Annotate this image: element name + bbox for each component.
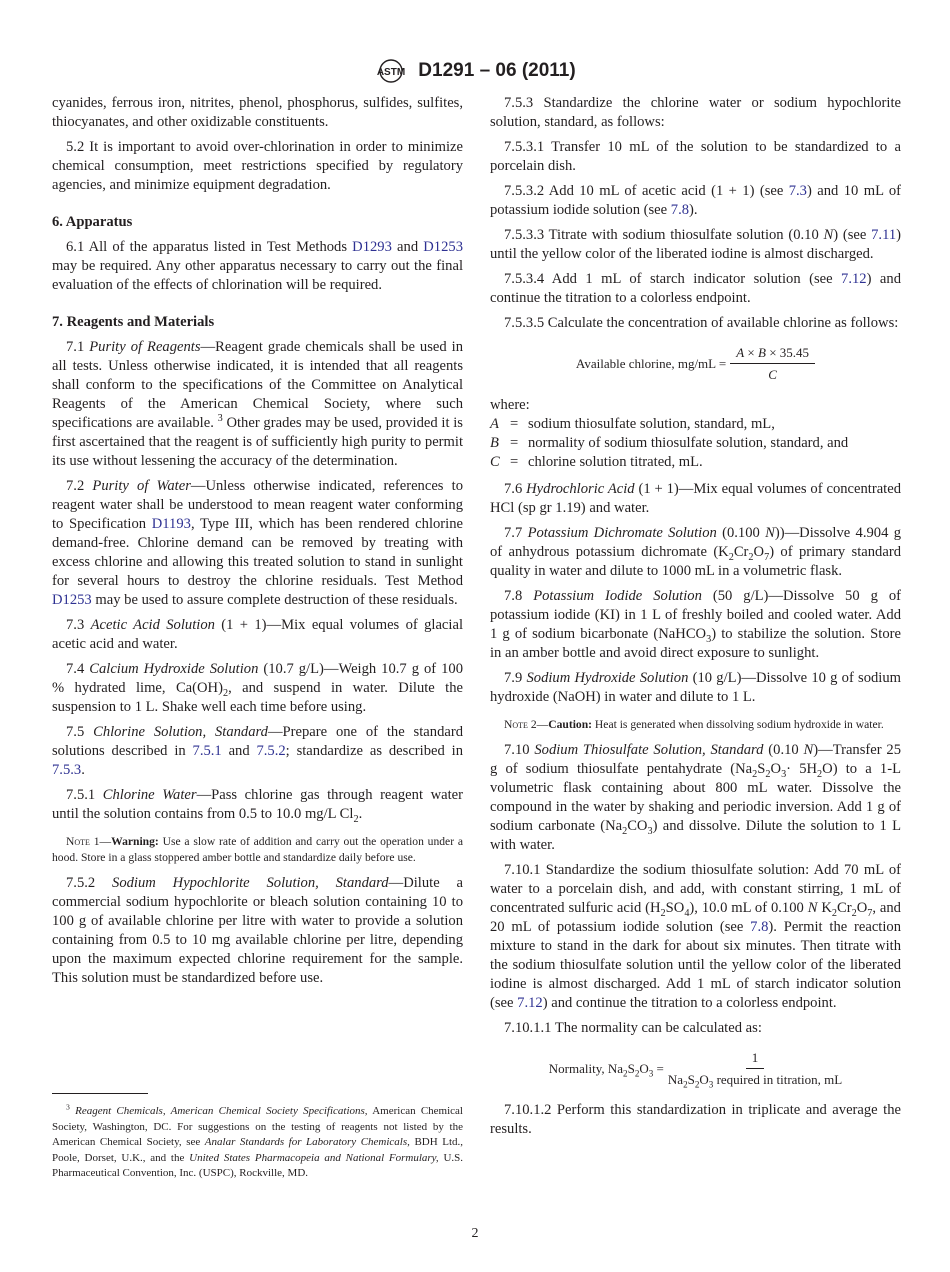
text-run: —Unless otherwise indicated, references to reagent water shall be understood to mean reagent water conforming to Specification — [52, 478, 463, 532]
text-run: ) until the yellow color of the liberated iodine is almost discharged. — [490, 227, 901, 262]
equation-lhs — [576, 354, 726, 373]
cross-reference-link[interactable]: 7.5.1 — [192, 743, 222, 759]
text-run: · 5H — [786, 761, 818, 777]
text-run: 7.9 — [504, 670, 527, 686]
text-run: 1 — [751, 1050, 759, 1065]
numerator — [746, 1048, 765, 1069]
paragraph — [52, 238, 463, 295]
text-run: 7 — [764, 551, 770, 563]
text-run: 7.3 — [66, 617, 91, 633]
text-run: 7.5.3.5 Calculate the concentration of available chlorine as follows: — [504, 315, 899, 331]
paragraph — [490, 861, 901, 1013]
variable-row — [490, 453, 901, 472]
variable-definitions — [490, 396, 901, 472]
text-run: (10.7 g/L)—Weigh 10.7 g of 100 % hydrated lime, Ca(OH) — [52, 661, 464, 696]
text-run: (50 g/L)—Dissolve 50 g of potassium iodide (KI) in 1 L of freshly boiled and cooled water. Add 1 g of sodium bicarbonate (NaHCO — [490, 588, 902, 642]
text-run: N — [765, 525, 775, 541]
cross-reference-link[interactable]: 7.8 — [750, 919, 769, 935]
paragraph — [52, 94, 463, 132]
text-run: 3 — [708, 1079, 714, 1090]
text-run: ), 10.0 mL of 0.100 — [689, 900, 808, 916]
text-run: Available chlorine, mg/mL = — [575, 356, 727, 371]
text-run: —Dilute a commercial sodium hypochlorite or bleach solution containing 10 to 100 g of available chlorine per litre with water to provide a solution containing from 0.5 to 10 mg available chlorine per litre, depending upon the maximum expected chlorine requirement for the sample. This solution must be standardized before use. — [52, 875, 463, 986]
text-run: BDH Ltd., Poole, Dorset, U.K., and the — [52, 1136, 463, 1164]
text-run: 3 — [648, 1068, 654, 1079]
text-run: = — [653, 1061, 664, 1076]
text-run: 7.5 — [66, 724, 94, 740]
text-run: (0.10 — [763, 742, 804, 758]
cross-reference-link[interactable]: D1193 — [151, 516, 191, 532]
variable-eq: = — [510, 435, 519, 451]
text-run: may be used to assure complete destruction of these residuals. — [91, 592, 458, 608]
text-run: United States Pharmacopeia and National Formulary, — [189, 1151, 439, 1164]
text-run: Na — [667, 1072, 684, 1087]
text-run: 7.4 — [66, 661, 90, 677]
text-run: 6. Apparatus — [52, 214, 133, 230]
text-run: Normality, Na — [548, 1061, 624, 1076]
text-run: 2 — [353, 813, 359, 825]
text-run: Sodium Hydroxide Solution — [526, 670, 689, 686]
text-run: 7.5.3.2 Add 10 mL of acetic acid (1 + 1) (see — [504, 183, 789, 199]
text-run: O — [639, 1061, 649, 1076]
paragraph — [490, 669, 901, 707]
text-run: 2 — [634, 1068, 640, 1079]
variable-sym: B — [490, 435, 499, 451]
page-header — [0, 58, 950, 84]
text-run: . — [81, 762, 85, 778]
text-run: 2 — [728, 551, 734, 563]
text-run: U.S. Pharmaceutical Convention, Inc. (USPC), Rockville, MD. — [52, 1151, 464, 1180]
footnote-marker: 3 — [217, 413, 223, 425]
footnote-area — [52, 1093, 463, 1182]
text-run: 2 — [222, 687, 229, 699]
text-run: 2 — [831, 907, 837, 919]
text-run: Analar Standards for Laboratory Chemicals, — [204, 1136, 410, 1149]
paragraph — [490, 741, 901, 855]
text-run: 7.5.3.3 Titrate with sodium thiosulfate solution (0.10 — [504, 227, 824, 243]
paragraph — [52, 138, 463, 195]
text-run: N — [803, 742, 814, 758]
svg-text:ASTM: ASTM — [377, 67, 406, 78]
text-run: O — [753, 544, 765, 560]
text-run: Reagent Chemicals, American Chemical Society Specifications, — [69, 1105, 368, 1117]
variable-row — [490, 434, 901, 453]
equation — [490, 343, 901, 384]
text-run: B — [758, 345, 766, 360]
text-run: ). — [689, 202, 698, 218]
variable-row — [490, 415, 901, 434]
note-paragraph — [490, 717, 901, 733]
text-run: ))—Dissolve 4.904 g of anhydrous potassium dichromate (K — [490, 525, 901, 560]
footnote-marker: 3 — [66, 1102, 70, 1112]
text-run: ) to stabilize the solution. Store in an amber bottle and avoid direct exposure to sunlight. — [490, 626, 901, 661]
text-run: 7.10.1.1 The normality can be calculated as: — [504, 1020, 762, 1036]
text-run: 7.10.1 Standardize the sodium thiosulfate solution: Add 70 mL of water to a porcelain dish, and add, with constant stirring, 1 mL of concentrated sulfuric acid (H — [490, 862, 901, 916]
text-run: (10 g/L)—Dissolve 10 g of sodium hydroxide (NaOH) in water and dilute to 1 L. — [490, 670, 902, 705]
numerator — [730, 343, 815, 364]
fraction — [668, 1048, 842, 1089]
variable-def: chlorine solution titrated, mL. — [528, 454, 703, 470]
text-run: —Reagent grade chemicals shall be used in all tests. Unless otherwise indicated, it is intended that all reagents shall conform to the specifications of the Committee on Analytical Reagents of the American Chemical Society, where such specifications are available. — [52, 339, 464, 431]
variable-eq: = — [510, 416, 519, 432]
where-label: where: — [490, 397, 530, 413]
section-heading — [52, 313, 463, 332]
denominator — [668, 1069, 842, 1089]
cross-reference-link[interactable]: D1253 — [52, 592, 92, 608]
text-run: Other grades may be used, provided it is first ascertained that the reagent is of sufficiently high purity to permit its use without lessening the accuracy of the determination. — [52, 415, 463, 469]
text-run: Purity of Reagents — [89, 339, 201, 355]
text-run: 3 — [706, 633, 712, 645]
variable-sym: A — [490, 416, 499, 432]
text-run: Cr — [733, 544, 749, 560]
cross-reference-link[interactable]: 7.12 — [841, 271, 867, 287]
text-run: Calcium Hydroxide Solution — [89, 661, 259, 677]
text-run: S — [627, 1061, 635, 1076]
variable-sym: C — [490, 454, 500, 470]
text-run: may be required. Any other apparatus necessary to carry out the final evaluation of the effects of chlorination will be required. — [52, 258, 463, 293]
text-run: C — [768, 367, 777, 382]
text-run: (1 + 1)—Mix equal volumes of concentrated HCl (sp gr 1.19) and water. — [490, 481, 902, 516]
text-run: Sodium Hypochlorite Solution, Standard — [112, 875, 389, 891]
text-run: Warning: — [111, 835, 159, 848]
astm-logo-icon — [374, 58, 408, 84]
text-run: ) and continue the titration to a colorless endpoint. — [542, 995, 837, 1011]
equation — [490, 1048, 901, 1089]
variable-def: normality of sodium thiosulfate solution, standard, and — [528, 435, 849, 451]
text-run: Purity of Water — [92, 478, 191, 494]
text-run: S — [757, 761, 766, 777]
text-run: (0.100 — [716, 525, 766, 541]
paragraph — [490, 226, 901, 264]
note-paragraph — [52, 834, 463, 866]
text-run: SO — [665, 900, 685, 916]
text-run: — — [99, 835, 112, 848]
text-run: )—Transfer 25 g of sodium thiosulfate pentahydrate (Na — [490, 742, 901, 777]
text-run: 7.5.3.1 Transfer 10 mL of the solution to be standardized to a porcelain dish. — [490, 139, 901, 174]
text-run: Sodium Thiosulfate Solution, Standard — [534, 742, 764, 758]
text-run: Note 1 — [66, 835, 100, 848]
text-run: Hydrochloric Acid — [526, 481, 635, 497]
section-heading — [52, 213, 463, 232]
cross-reference-link[interactable]: 7.11 — [871, 227, 897, 243]
text-run: × — [744, 345, 759, 360]
text-run: Cr — [837, 900, 852, 916]
paragraph — [52, 723, 463, 780]
text-run: required in titration, mL — [713, 1072, 843, 1087]
text-run: 7.2 — [66, 478, 93, 494]
paragraph — [52, 616, 463, 654]
text-run: , and 20 mL of potassium iodide solution (see — [490, 900, 901, 935]
text-run: × 35.45 — [765, 345, 810, 360]
text-run: O — [856, 900, 868, 916]
text-run: S — [687, 1072, 695, 1087]
text-run: ) (see — [833, 227, 872, 243]
paragraph — [490, 182, 901, 220]
paragraph — [490, 138, 901, 176]
text-run: 2 — [622, 825, 628, 837]
text-run: 7. Reagents and Materials — [52, 314, 215, 330]
cross-reference-link[interactable]: 7.5.3 — [52, 762, 82, 778]
text-run: , and suspend in water. Dilute the suspension to 1 L. Shake well each time before using. — [52, 680, 463, 715]
text-run: (1 + 1)—Mix equal volumes of glacial acetic acid and water. — [52, 617, 463, 652]
text-run: 2 — [817, 768, 823, 780]
left-column — [52, 94, 463, 994]
text-run: ) and continue the titration to a colorless endpoint. — [490, 271, 901, 306]
paragraph — [490, 1019, 901, 1038]
text-run: 2 — [748, 551, 754, 563]
fraction — [730, 343, 815, 384]
text-run: 7 — [867, 907, 873, 919]
paragraph — [490, 480, 901, 518]
paragraph — [490, 587, 901, 663]
text-run: Note 2 — [504, 718, 537, 731]
text-run: K — [817, 900, 832, 916]
paragraph — [52, 874, 463, 988]
text-run: Chlorine Solution, Standard — [93, 724, 268, 740]
text-run: . — [358, 806, 363, 822]
footnote-3 — [52, 1104, 463, 1182]
text-run: 2 — [752, 768, 758, 780]
paragraph — [52, 660, 463, 717]
text-run: 3 — [781, 768, 787, 780]
paragraph — [52, 477, 463, 610]
page-number: 2 — [471, 1226, 479, 1241]
cross-reference-link[interactable]: D1293 — [352, 239, 392, 255]
paragraph — [490, 94, 901, 132]
text-run: 6.1 All of the apparatus listed in Test Methods — [66, 239, 353, 255]
text-run: 7.5.2 — [66, 875, 113, 891]
text-run: and — [391, 239, 424, 255]
text-run: 2 — [765, 768, 771, 780]
text-run: 2 — [683, 1079, 688, 1090]
text-run: 7.5.1 — [66, 787, 103, 803]
text-run: and — [221, 743, 257, 759]
cross-reference-link[interactable]: D1253 — [423, 239, 463, 255]
text-run: 7.5.3 Standardize the chlorine water or sodium hypochlorite solution, standard, as follows: — [490, 95, 901, 130]
text-run: —Prepare one of the standard solutions described in — [52, 724, 463, 759]
text-run: ; standardize as described in — [285, 743, 463, 759]
text-run: N — [807, 900, 818, 916]
paragraph — [52, 338, 463, 471]
text-run: 5.2 It is important to avoid over-chlorination in order to minimize chemical consumption, meet restrictions specified by regulatory agencies, and minimize equipment degradation. — [52, 139, 463, 193]
text-run: Acetic Acid Solution — [90, 617, 215, 633]
text-run: 4 — [684, 907, 690, 919]
text-run: Potassium Iodide Solution — [533, 588, 702, 604]
equation-lhs — [549, 1059, 664, 1078]
text-run: 2 — [623, 1068, 628, 1079]
text-run: A — [736, 345, 745, 360]
text-run: O — [699, 1072, 709, 1087]
text-run: Chlorine Water — [102, 787, 197, 803]
text-run: —Pass chlorine gas through reagent water until the solution contains from 0.5 to 10.0 mg/L Cl — [52, 787, 463, 822]
text-run: Potassium Dichromate Solution — [527, 525, 717, 541]
text-run: O) to a 1-L volumetric flask containing about 800 mL water. Dissolve the compound in the water by shaking and periodic inversion. Add 1 g of sodium carbonate (Na — [490, 761, 901, 834]
text-run: — — [536, 718, 549, 731]
footnote-rule — [52, 1093, 148, 1094]
text-run: CO — [627, 818, 648, 834]
text-run: American Chemical Society, Washington, DC. For suggestions on the testing of reagents not listed by the American Chemical Society, see — [52, 1105, 463, 1149]
text-run: 7.1 — [66, 339, 90, 355]
cross-reference-link[interactable]: 7.3 — [788, 183, 807, 199]
text-run: cyanides, ferrous iron, nitrites, phenol, phosphorus, sulfides, sulfites, thiocyanates, and other oxidizable constituents. — [52, 95, 463, 130]
text-run: , Type III, which has been rendered chlorine demand-free. Chlorine demand can be removed by treating with excess chlorine and allowing this treated solution to stand in sunlight for several hours to destroy the chlorine residuals. Test Method — [52, 516, 463, 589]
text-run: Use a slow rate of addition and carry out the operation under a hood. Store in a glass stoppered amber bottle and standardize daily before use. — [52, 835, 463, 864]
text-run: 7.7 — [504, 525, 528, 541]
text-run: Caution: — [548, 718, 593, 731]
cross-reference-link[interactable]: 7.8 — [670, 202, 690, 218]
text-run: O — [770, 761, 782, 777]
paragraph — [490, 314, 901, 333]
text-run: Heat is generated when dissolving sodium hydroxide in water. — [592, 718, 884, 731]
text-run: N — [823, 227, 834, 243]
text-run: ). Permit the reaction mixture to stand in the dark for about six minutes. Then titrate with the sodium thiosulfate solution until the yellow color of the liberated iodine is almost discharged. Add 1 mL of starch indicator solution (see — [490, 919, 902, 1011]
text-run: 7.10.1.2 Perform this standardization in triplicate and average the results. — [490, 1102, 901, 1137]
text-run: ) and dissolve. Dilute the solution to 1 L with water. — [490, 818, 901, 853]
cross-reference-link[interactable]: 7.12 — [517, 995, 543, 1011]
paragraph — [490, 270, 901, 308]
paragraph — [490, 524, 901, 581]
text-run: 3 — [647, 825, 653, 837]
variable-def: sodium thiosulfate solution, standard, mL, — [528, 416, 775, 432]
text-run: 2 — [660, 907, 666, 919]
document-designation: D1291 – 06 (2011) — [418, 60, 576, 81]
variable-eq: = — [510, 454, 519, 470]
text-run: 7.8 — [504, 588, 534, 604]
denominator — [768, 364, 777, 384]
text-run: 7.5.3.4 Add 1 mL of starch indicator solution (see — [504, 271, 842, 287]
right-column — [490, 94, 901, 1145]
text-run: 2 — [851, 907, 857, 919]
text-run: ) and 10 mL of potassium iodide solution (see — [490, 183, 902, 218]
text-run: 2 — [694, 1079, 700, 1090]
paragraph — [52, 786, 463, 824]
text-run: ) of primary standard quality in water and dilute to 1000 mL in a volumetric flask. — [490, 544, 901, 579]
cross-reference-link[interactable]: 7.5.2 — [256, 743, 286, 759]
text-run: 7.6 — [504, 481, 527, 497]
paragraph — [490, 1101, 901, 1139]
text-run: 7.10 — [504, 742, 535, 758]
